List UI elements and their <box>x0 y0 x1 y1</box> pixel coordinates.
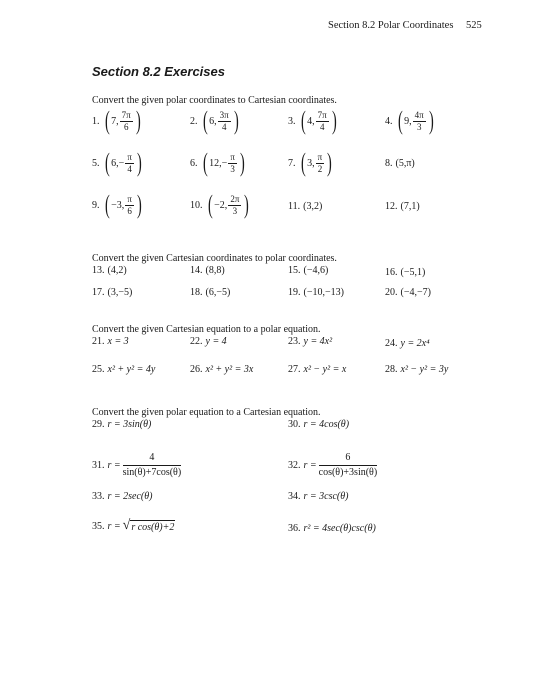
problem-number: 35. <box>92 520 105 532</box>
problem-5 <box>92 150 144 176</box>
coord-r: 9, <box>404 115 412 127</box>
problem-25 <box>92 364 155 375</box>
right-paren: ) <box>239 148 245 177</box>
problem-30 <box>288 419 349 430</box>
problem-expression: (8,8) <box>205 265 225 276</box>
denominator: sin(θ)+7cos(θ) <box>122 467 182 478</box>
problem-number: 17. <box>92 287 105 298</box>
problem-number: 15. <box>288 265 301 276</box>
problem-16 <box>385 267 425 278</box>
right-paren: ) <box>428 106 434 135</box>
problem-33 <box>92 491 152 502</box>
problem-expression: (3,−5) <box>107 287 133 298</box>
right-paren: ) <box>136 190 142 219</box>
problem-expression: r = 2sec(θ) <box>107 491 153 502</box>
equation-lhs: r = <box>107 520 121 532</box>
numerator: 3π <box>219 109 229 120</box>
denominator: 3 <box>232 205 238 216</box>
problem-expression: (−4,6) <box>303 265 329 276</box>
problem-23 <box>288 336 332 347</box>
denominator: 4 <box>221 121 227 132</box>
instruction-cartesian-to-polar: Convert the given Cartesian coordinates to polar coordinates. <box>92 253 337 264</box>
running-title: Section 8.2 Polar Coordinates <box>328 20 454 31</box>
problem-number: 12. <box>385 201 398 212</box>
angle-fraction <box>125 153 134 174</box>
right-paren: ) <box>136 148 142 177</box>
numerator: 4π <box>414 109 424 120</box>
problem-number: 1. <box>92 115 100 127</box>
coord-r: 12,− <box>209 157 228 169</box>
problem-number: 33. <box>92 491 105 502</box>
denominator: 2 <box>317 163 323 174</box>
problem-expression: (−5,1) <box>400 267 426 278</box>
equation-lhs: r = <box>107 460 121 471</box>
problem-14 <box>190 265 225 276</box>
right-paren: ) <box>327 148 332 177</box>
problem-expression: r² = 4sec(θ)csc(θ) <box>303 523 376 534</box>
problem-34 <box>288 491 348 502</box>
problem-expression: x² + y² = 3x <box>205 364 254 375</box>
problem-number: 32. <box>288 460 301 471</box>
problem-expression: r = 3csc(θ) <box>303 491 349 502</box>
angle-fraction <box>228 153 237 174</box>
left-paren: ( <box>202 148 208 177</box>
problem-number: 9. <box>92 199 100 211</box>
problem-number: 4. <box>385 115 393 127</box>
problem-7 <box>288 150 334 176</box>
problem-number: 22. <box>190 336 203 347</box>
problem-35 <box>92 519 175 533</box>
numerator: π <box>230 151 235 162</box>
angle-fraction <box>316 111 329 132</box>
left-paren: ( <box>104 148 110 177</box>
problem-expression: y = 4 <box>205 336 227 347</box>
denominator: cos(θ)+3sin(θ) <box>318 467 378 478</box>
problem-number: 19. <box>288 287 301 298</box>
problem-17 <box>92 287 132 298</box>
problem-expression: y = 4x² <box>303 336 333 347</box>
instruction-polar-eq-to-cartesian: Convert the given polar equation to a Cartesian equation. <box>92 407 321 418</box>
equation-fraction <box>123 452 182 479</box>
instruction-polar-to-cartesian: Convert the given polar coordinates to Cartesian coordinates. <box>92 95 337 106</box>
problem-expression: (6,−5) <box>205 287 231 298</box>
problem-expression: (3,2) <box>303 201 323 212</box>
problem-number: 34. <box>288 491 301 502</box>
coord-r: 3, <box>307 157 315 169</box>
problem-number: 18. <box>190 287 203 298</box>
problem-number: 3. <box>288 115 296 127</box>
problem-number: 21. <box>92 336 105 347</box>
problem-number: 6. <box>190 157 198 169</box>
problem-expression: (−4,−7) <box>400 287 431 298</box>
problem-20 <box>385 287 431 298</box>
equation-lhs: r = <box>303 460 317 471</box>
denominator: 3 <box>416 121 422 132</box>
problem-4 <box>385 108 435 134</box>
problem-9 <box>92 192 144 218</box>
left-paren: ( <box>300 106 306 135</box>
problem-15 <box>288 265 328 276</box>
left-paren: ( <box>202 106 208 135</box>
problem-11 <box>288 201 322 212</box>
coord-r: 6,− <box>111 157 125 169</box>
problem-expression: (7,1) <box>400 201 420 212</box>
problem-expression: x² − y² = x <box>303 364 347 375</box>
problem-18 <box>190 287 230 298</box>
problem-6 <box>190 150 247 176</box>
numerator: 4 <box>123 452 182 466</box>
problem-12 <box>385 201 420 212</box>
problem-expression: r = 4cos(θ) <box>303 419 350 430</box>
problem-expression: x² + y² = 4y <box>107 364 156 375</box>
numerator: 6 <box>319 452 378 466</box>
square-root <box>123 519 176 533</box>
problem-31 <box>92 452 181 479</box>
numerator: 7π <box>121 109 131 120</box>
coord-r: 4, <box>307 115 315 127</box>
problem-number: 23. <box>288 336 301 347</box>
problem-number: 24. <box>385 338 398 349</box>
section-title: Section 8.2 Exercises <box>92 64 225 79</box>
problem-27 <box>288 364 346 375</box>
problem-number: 36. <box>288 523 301 534</box>
problem-24 <box>385 338 430 349</box>
numerator: π <box>127 151 132 162</box>
denominator: 6 <box>127 205 132 216</box>
radical-sign: √ <box>122 518 131 533</box>
problem-36 <box>288 523 376 534</box>
problem-8 <box>385 158 415 169</box>
denominator: 3 <box>230 163 235 174</box>
problem-expression: (5,π) <box>395 158 415 169</box>
problem-number: 25. <box>92 364 105 375</box>
angle-fraction <box>413 111 426 132</box>
problem-number: 7. <box>288 157 296 169</box>
problem-number: 29. <box>92 419 105 430</box>
problem-number: 16. <box>385 267 398 278</box>
running-header <box>328 20 482 31</box>
angle-fraction <box>120 111 133 132</box>
problem-expression: (4,2) <box>107 265 127 276</box>
problem-32 <box>288 452 377 479</box>
left-paren: ( <box>207 190 213 219</box>
left-paren: ( <box>104 106 110 135</box>
problem-expression: y = 2x⁴ <box>400 338 430 349</box>
numerator: π <box>317 151 323 162</box>
problem-28 <box>385 364 448 375</box>
problem-number: 20. <box>385 287 398 298</box>
equation-fraction <box>319 452 378 479</box>
coord-r: −3, <box>111 199 125 211</box>
angle-fraction <box>125 195 134 216</box>
instruction-cartesian-eq-to-polar: Convert the given Cartesian equation to a polar equation. <box>92 324 321 335</box>
radicand: r cos(θ)+2 <box>131 522 175 533</box>
problem-number: 28. <box>385 364 398 375</box>
left-paren: ( <box>397 106 403 135</box>
problem-3 <box>288 108 338 134</box>
denominator: 6 <box>123 121 129 132</box>
problem-10 <box>190 192 251 218</box>
problem-19 <box>288 287 344 298</box>
problem-number: 30. <box>288 419 301 430</box>
problem-26 <box>190 364 253 375</box>
problem-expression: r = 3sin(θ) <box>107 419 152 430</box>
problem-number: 5. <box>92 157 100 169</box>
numerator: 7π <box>317 109 327 120</box>
left-paren: ( <box>300 148 306 177</box>
right-paren: ) <box>331 106 337 135</box>
problem-expression: (−10,−13) <box>303 287 344 298</box>
problem-number: 26. <box>190 364 203 375</box>
numerator: 2π <box>230 193 240 204</box>
problem-number: 13. <box>92 265 105 276</box>
denominator: 4 <box>127 163 132 174</box>
left-paren: ( <box>104 190 110 219</box>
problem-21 <box>92 336 129 347</box>
problem-number: 10. <box>190 199 203 211</box>
problem-1 <box>92 108 142 134</box>
problem-number: 8. <box>385 158 393 169</box>
problem-number: 27. <box>288 364 301 375</box>
denominator: 4 <box>319 121 325 132</box>
problem-number: 2. <box>190 115 198 127</box>
page-number: 525 <box>466 20 482 31</box>
numerator: π <box>127 193 132 204</box>
problem-2 <box>190 108 240 134</box>
problem-expression: x² − y² = 3y <box>400 364 449 375</box>
right-paren: ) <box>244 190 250 219</box>
problem-number: 31. <box>92 460 105 471</box>
coord-r: −2, <box>214 199 228 211</box>
problem-number: 11. <box>288 201 301 212</box>
problem-expression: x = 3 <box>107 336 129 347</box>
angle-fraction <box>228 195 241 216</box>
right-paren: ) <box>135 106 141 135</box>
problem-29 <box>92 419 151 430</box>
right-paren: ) <box>233 106 239 135</box>
coord-r: 7, <box>111 115 119 127</box>
problem-13 <box>92 265 127 276</box>
problem-number: 14. <box>190 265 203 276</box>
angle-fraction <box>218 111 231 132</box>
angle-fraction <box>316 153 325 174</box>
coord-r: 6, <box>209 115 217 127</box>
problem-22 <box>190 336 227 347</box>
